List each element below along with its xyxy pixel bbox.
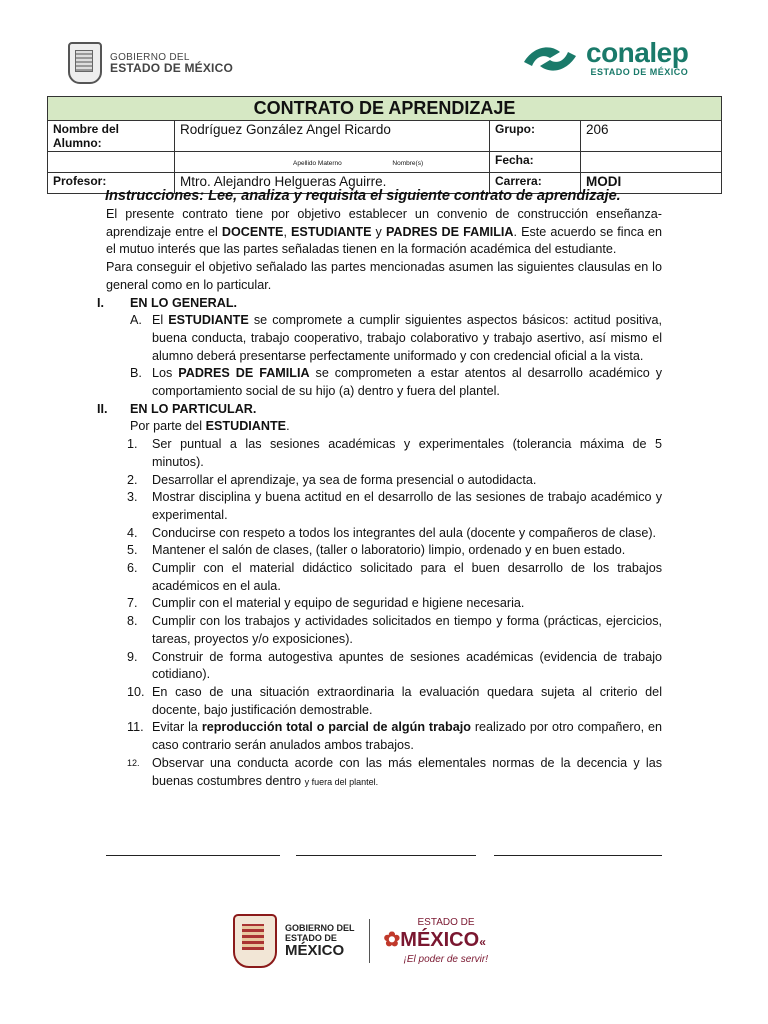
estado-mexico-text: MÉXICO (400, 929, 480, 951)
item-number: 8. (127, 614, 138, 629)
footer-divider (369, 919, 370, 963)
footer-gobierno-text (285, 923, 355, 959)
list-item (106, 719, 662, 754)
clause-key: A. (130, 313, 142, 328)
gobierno-line1: GOBIERNO DEL (110, 52, 190, 63)
list-item (106, 472, 662, 490)
clause-key: B. (130, 366, 142, 381)
item-number: 2. (127, 472, 138, 487)
item-text: Cumplir con el material didáctico solicitado para el buen desarrollo de los trabajos académicos en el aula. (152, 561, 662, 593)
coat-of-arms-icon (68, 42, 102, 84)
item-number: 4. (127, 525, 138, 540)
signature-line-3[interactable] (494, 855, 662, 856)
intro-paragraph-2: Para conseguir el objetivo señalado las partes mencionadas asumen las siguientes clausulas en lo general como en lo particular. (106, 260, 662, 292)
section-general (97, 295, 662, 313)
item-number: 3. (127, 490, 138, 505)
clause-text: se compromete a cumplir siguientes aspectos básicos: actitud positiva, buena conducta, trabajo cooperativo, trabajo colaborativo y trabajo asertivo, así mismo el alumno deberá presentarse perfectamente uniformado y con credencial oficial a la vista. (152, 313, 662, 363)
obligations-list (106, 436, 662, 719)
item-text: Conducirse con respeto a todos los integrantes del aula (docente y compañeros de clase). (152, 525, 657, 540)
signature-line-2[interactable] (296, 855, 476, 856)
estado-mexico-logo (384, 916, 488, 966)
item-number: 9. (127, 649, 138, 664)
instructions: Instrucciones: Lee, analiza y requisita el siguiente contrato de aprendizaje. (105, 188, 621, 204)
alumno-label: Nombre del Alumno: (48, 121, 175, 152)
item-text: Cumplir con el material y equipo de seguridad e higiene necesaria. (152, 596, 525, 611)
item-text: Observar una conducta acorde con las más elementales normas de la decencia y las buenas costumbres dentro (152, 755, 662, 788)
intro-text: y (371, 224, 386, 239)
clause-b (106, 365, 662, 400)
conalep-sub: ESTADO DE MÉXICO (590, 67, 689, 77)
contract-body (97, 186, 663, 791)
item-number: 5. (127, 543, 138, 558)
footer-gob-line2: ESTADO DE (285, 933, 337, 943)
item-number: 10. (127, 684, 145, 699)
flower-icon: ✿ (383, 929, 401, 951)
intro-text: , (283, 224, 292, 239)
carrera-label: Carrera: (490, 173, 581, 194)
name-sublabels (175, 152, 490, 173)
grupo-value[interactable]: 206 (581, 121, 722, 152)
item-number: 11. (127, 720, 144, 735)
item-number: 7. (127, 596, 138, 611)
list-item (106, 755, 662, 791)
clause-text: se comprometen a estar atentos al desarrollo académico y comportamiento social de su hijo (a) dentro y fuera del plantel. (152, 366, 662, 399)
gobierno-text (110, 52, 233, 74)
por-parte-line (106, 418, 662, 436)
alumno-value[interactable]: Rodríguez González Angel Ricardo (175, 121, 490, 152)
list-item (106, 489, 662, 524)
estado-line2 (384, 929, 488, 953)
footer-logos (233, 906, 513, 976)
intro-paragraph-1 (106, 206, 662, 259)
conalep-name: conalep (586, 37, 689, 68)
item-text: Evitar la (152, 720, 202, 735)
document-title: CONTRATO DE APRENDIZAJE (48, 97, 722, 121)
section-title: EN LO PARTICULAR. (130, 401, 257, 416)
list-item (106, 613, 662, 648)
intro-text: . Este acuerdo se finca en el mutuo interés que las partes señaladas tienen en la formación académica del estudiante. (106, 224, 662, 257)
profesor-value[interactable]: Mtro. Alejandro Helgueras Aguirre. (175, 173, 490, 194)
item-text-small: y fuera del plantel. (304, 776, 379, 787)
section-title: EN LO GENERAL. (130, 295, 238, 310)
item-number: 12. (127, 757, 140, 768)
list-item (106, 436, 662, 471)
carrera-value[interactable]: MODI (581, 173, 722, 194)
estado-line1: ESTADO DE (417, 917, 475, 928)
list-item (106, 684, 662, 719)
profesor-label: Profesor: (48, 173, 175, 194)
clause-text: El (152, 313, 169, 328)
clause-bold: PADRES DE FAMILIA (178, 366, 310, 381)
signature-line-1[interactable] (106, 855, 280, 856)
item-number: 1. (127, 437, 138, 452)
fecha-label: Fecha: (490, 152, 581, 173)
padres-bold: PADRES DE FAMILIA (385, 224, 514, 239)
list-item (106, 525, 662, 543)
chevron-icon: « (479, 935, 486, 949)
list-item (106, 542, 662, 560)
gobierno-logo (68, 42, 233, 84)
item-text: Desarrollar el aprendizaje, ya sea de forma presencial o autodidacta. (152, 472, 537, 487)
conalep-text (586, 37, 689, 78)
por-parte-text: Por parte del (130, 419, 206, 434)
item-text: Mostrar disciplina y buena actitud en el desarrollo de las sesiones de trabajo académico y experimental. (152, 490, 662, 522)
item-number: 6. (127, 561, 138, 576)
section-number: II. (97, 401, 108, 416)
list-item (106, 649, 662, 684)
section-particular (97, 401, 662, 419)
intro-text: El presente contrato tiene por objetivo establecer un convenio de construcción enseñanza-aprendizaje entre el (106, 207, 662, 239)
nombres-label: Nombre(s) (392, 160, 424, 167)
por-parte-text: . (286, 419, 290, 434)
item-text: realizado por otro compañero, en caso contrario serán anulados ambos trabajos. (152, 720, 663, 753)
list-item (106, 595, 662, 613)
item-bold: reproducción total o parcial de algún trabajo (201, 720, 471, 735)
gobierno-line2: ESTADO DE MÉXICO (110, 61, 233, 75)
footer-gob-line1: GOBIERNO DEL (285, 923, 355, 933)
empty-cell (48, 152, 175, 173)
clause-text: Los (152, 366, 179, 381)
conalep-emblem-icon (520, 40, 580, 78)
apellido-materno-label: Apellido Materno (293, 160, 342, 167)
clause-a (106, 312, 662, 365)
docente-bold: DOCENTE (221, 224, 284, 239)
estudiante-bold: ESTUDIANTE (291, 224, 372, 239)
item-text: En caso de una situación extraordinaria la evaluación quedara sujeta al criterio del docente, bajo justificación demostrable. (152, 684, 662, 717)
list-item (106, 560, 662, 595)
item-text: Cumplir con los trabajos y actividades solicitados en tiempo y forma (prácticas, ejercicios, tareas, proyectos y/o exposiciones). (152, 614, 662, 646)
clause-bold: ESTUDIANTE (168, 313, 249, 328)
contract-header-table (47, 96, 722, 194)
estado-slogan: ¡El poder de servir! (403, 954, 488, 965)
coat-of-arms-icon (233, 914, 277, 968)
item-text: Construir de forma autogestiva apuntes de sesiones académicas (evidencia de trabajo cotidiano). (152, 649, 662, 682)
item-text: Ser puntual a las sesiones académicas y experimentales (tolerancia máxima de 5 minutos). (152, 437, 662, 469)
section-number: I. (97, 295, 104, 310)
item-text: Mantener el salón de clases, (taller o laboratorio) limpio, ordenado y en buen estado. (152, 543, 626, 558)
footer-gob-line3: MÉXICO (285, 942, 345, 959)
fecha-value[interactable] (581, 152, 722, 173)
por-parte-bold: ESTUDIANTE (205, 419, 287, 434)
conalep-logo (520, 37, 689, 78)
grupo-label: Grupo: (490, 121, 581, 152)
